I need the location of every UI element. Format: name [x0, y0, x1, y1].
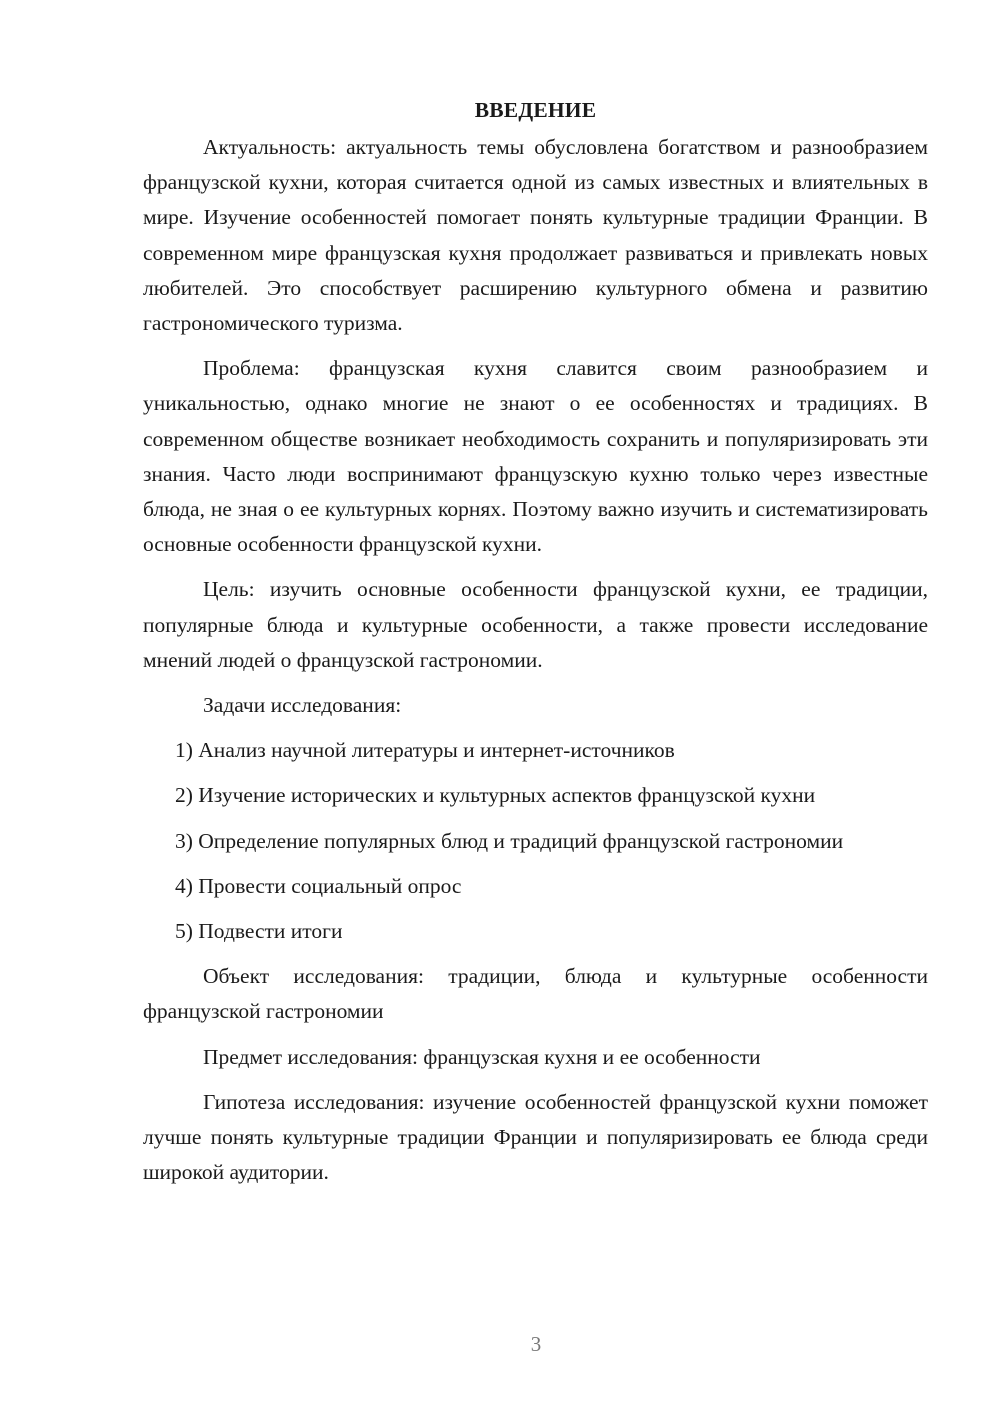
list-item-task-3: 3) Определение популярных блюд и традиций французской гастрономии — [175, 828, 844, 853]
paragraph-subject: Предмет исследования: французская кухня и ее особенности — [203, 1044, 761, 1069]
paragraph-relevance: Актуальность: актуальность темы обусловлена богатством и разнообразием французской кухни, которая считается одной из самых известных и влиятельных в мире. Изучение особенностей помогает понять культурные традиции Франции. В современном мире французская кухня продолжает развиваться и привлекать новых любителей. Это способствует расширению культурного обмена и развитию гастрономического туризма. — [143, 135, 928, 336]
page-number: 3 — [530, 1332, 542, 1356]
paragraph-object: Объект исследования: традиции, блюда и культурные особенности французской гастрономии — [143, 964, 928, 1024]
list-item-task-4: 4) Провести социальный опрос — [175, 873, 462, 898]
paragraph-problem: Проблема: французская кухня славится своим разнообразием и уникальностью, однако многие не знают о ее особенностях и традициях. В современном обществе возникает необходимость сохранить и популяризировать эти знания. Часто люди воспринимают французскую кухню только через известные блюда, не зная о ее культурных корнях. Поэтому важно изучить и систематизировать основные особенности французской кухни. — [143, 356, 928, 557]
document-page — [143, 95, 928, 1200]
list-item-task-5: 5) Подвести итоги — [175, 919, 343, 944]
section-title: ВВЕДЕНИЕ — [474, 98, 597, 122]
paragraph-hypothesis: Гипотеза исследования: изучение особенностей французской кухни поможет лучше понять культурные традиции Франции и популяризировать ее блюда среди широкой аудитории. — [143, 1089, 928, 1185]
paragraph-tasks-heading: Задачи исследования: — [203, 693, 402, 718]
list-item-task-2: 2) Изучение исторических и культурных аспектов французской кухни — [175, 783, 816, 808]
list-item-task-1: 1) Анализ научной литературы и интернет-источников — [175, 738, 675, 763]
paragraph-goal: Цель: изучить основные особенности французской кухни, ее традиции, популярные блюда и культурные особенности, а также провести исследование мнений людей о французской гастрономии. — [143, 577, 928, 672]
